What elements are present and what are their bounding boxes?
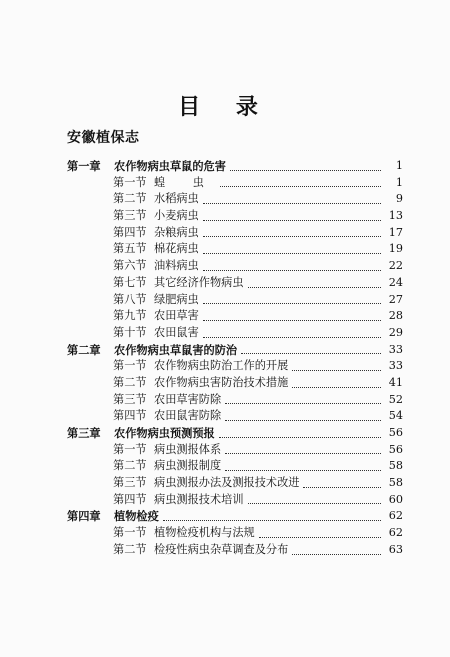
- toc-entry-title: 农田鼠害: [154, 325, 199, 339]
- dot-leader: [203, 320, 381, 338]
- toc-page-number: 33: [388, 342, 403, 356]
- toc-entry-number: 第二节: [113, 542, 147, 556]
- toc-section-row: [0, 258, 450, 275]
- table-of-contents: [0, 158, 450, 559]
- dot-leader: [241, 337, 381, 355]
- toc-section-row: [0, 458, 450, 475]
- toc-page-number: 58: [388, 459, 403, 473]
- toc-entry-number: 第五节: [113, 242, 147, 256]
- toc-entry-number: 第一节: [113, 175, 147, 189]
- toc-entry-title: 其它经济作物病虫: [154, 275, 244, 289]
- toc-section-row: [0, 525, 450, 542]
- toc-entry-title: 水稻病虫: [154, 192, 199, 206]
- toc-entry-title: 病虫测报技术培训: [154, 492, 244, 506]
- dot-leader: [292, 537, 381, 555]
- toc-page-number: 27: [388, 292, 403, 306]
- dot-leader: [203, 220, 381, 238]
- dot-leader: [225, 403, 381, 421]
- dot-leader: [203, 186, 381, 204]
- dot-leader: [203, 253, 381, 271]
- toc-entry-number: 第三节: [113, 392, 147, 406]
- toc-entry-number: 第九节: [113, 309, 147, 323]
- toc-entry-number: 第四节: [113, 492, 147, 506]
- toc-entry-number: 第二节: [113, 192, 147, 206]
- dot-leader: [203, 303, 381, 321]
- dot-leader: [230, 153, 381, 171]
- toc-section-row: [0, 475, 450, 492]
- toc-entry-number: 第一节: [113, 359, 147, 373]
- toc-page-number: 60: [388, 492, 403, 506]
- dot-leader: [225, 437, 381, 455]
- dot-leader: [203, 203, 381, 221]
- toc-page-number: 28: [388, 309, 403, 323]
- toc-entry-title: 农作物病虫害防治技术措施: [154, 375, 289, 389]
- toc-entry-number: 第一节: [113, 526, 147, 540]
- toc-entry-title: 蝗 虫: [154, 175, 216, 189]
- toc-page-number: 29: [388, 325, 403, 339]
- page-title: 目 录: [178, 94, 272, 120]
- toc-page-number: 22: [388, 259, 403, 273]
- dot-leader: [259, 520, 381, 538]
- toc-page-number: 52: [388, 392, 403, 406]
- toc-entry-number: 第一章: [67, 159, 101, 173]
- toc-entry-number: 第十节: [113, 325, 147, 339]
- toc-entry-number: 第四章: [67, 509, 101, 524]
- toc-page-number: 19: [388, 242, 403, 256]
- toc-page-number: 9: [395, 192, 403, 206]
- toc-entry-number: 第六节: [113, 259, 147, 273]
- toc-section-row: [0, 358, 450, 375]
- toc-page-number: 62: [388, 526, 403, 540]
- toc-entry-number: 第三章: [67, 426, 101, 440]
- dot-leader: [203, 236, 381, 254]
- toc-entry-title: 油料病虫: [154, 259, 199, 273]
- toc-entry-title: 病虫测报制度: [154, 459, 222, 473]
- toc-entry-title: 检疫性病虫杂草调查及分布: [154, 542, 289, 556]
- toc-page-number: 41: [388, 375, 403, 389]
- toc-page-number: 56: [388, 442, 403, 456]
- toc-entry-title: 农作物病虫防治工作的开展: [154, 359, 289, 373]
- toc-page-number: 24: [388, 275, 403, 289]
- toc-entry-title: 棉花病虫: [154, 242, 199, 256]
- toc-page-number: 54: [388, 409, 403, 423]
- toc-entry-title: 植物检疫: [114, 509, 159, 524]
- toc-entry-title: 病虫测报体系: [154, 442, 222, 456]
- toc-chapter-row: [0, 342, 450, 359]
- toc-entry-title: 农田草害: [154, 309, 199, 323]
- toc-page-number: 56: [388, 426, 403, 439]
- dot-leader: [225, 453, 381, 471]
- toc-entry-number: 第三节: [113, 476, 147, 490]
- toc-entry-title: 农田草害防除: [154, 392, 222, 406]
- toc-page-number: 63: [388, 542, 403, 556]
- toc-entry-title: 植物检疫机构与法规: [154, 526, 255, 540]
- toc-entry-number: 第二节: [113, 375, 147, 389]
- toc-entry-title: 小麦病虫: [154, 209, 199, 223]
- toc-entry-number: 第八节: [113, 292, 147, 306]
- toc-entry-number: 第七节: [113, 275, 147, 289]
- dot-leader: [248, 487, 381, 505]
- toc-page-number: 33: [388, 359, 403, 373]
- toc-page-number: 1: [395, 159, 403, 172]
- dot-leader: [248, 270, 381, 288]
- toc-entry-title: 农作物病虫预测预报: [114, 426, 215, 440]
- toc-entry-title: 农作物病虫草鼠的危害: [114, 159, 226, 173]
- book-title: 安徽植保志: [67, 130, 140, 146]
- dot-leader: [163, 503, 381, 521]
- toc-entry-number: 第二节: [113, 459, 147, 473]
- dot-leader: [219, 420, 381, 438]
- toc-section-row: [0, 325, 450, 342]
- toc-page-number: 17: [388, 225, 403, 239]
- dot-leader: [292, 353, 381, 371]
- toc-entry-number: 第三节: [113, 209, 147, 223]
- toc-entry-number: 第二章: [67, 342, 101, 357]
- toc-page-number: 13: [388, 209, 403, 223]
- toc-section-row: [0, 542, 450, 559]
- toc-entry-title: 病虫测报办法及测报技术改进: [154, 476, 300, 490]
- toc-entry-title: 农田鼠害防除: [154, 409, 222, 423]
- toc-entry-title: 农作物病虫草鼠害的防治: [114, 342, 238, 357]
- toc-entry-number: 第四节: [113, 225, 147, 239]
- dot-leader: [225, 387, 381, 405]
- toc-entry-title: 杂粮病虫: [154, 225, 199, 239]
- dot-leader: [220, 170, 381, 188]
- toc-page-number: 62: [388, 509, 403, 523]
- toc-entry-number: 第一节: [113, 442, 147, 456]
- dot-leader: [303, 470, 381, 488]
- toc-entry-title: 绿肥病虫: [154, 292, 199, 306]
- dot-leader: [292, 370, 381, 388]
- toc-page-number: 58: [388, 476, 403, 490]
- toc-chapter-row: [0, 508, 450, 525]
- toc-entry-number: 第四节: [113, 409, 147, 423]
- dot-leader: [203, 287, 381, 305]
- toc-page-number: 1: [395, 175, 403, 189]
